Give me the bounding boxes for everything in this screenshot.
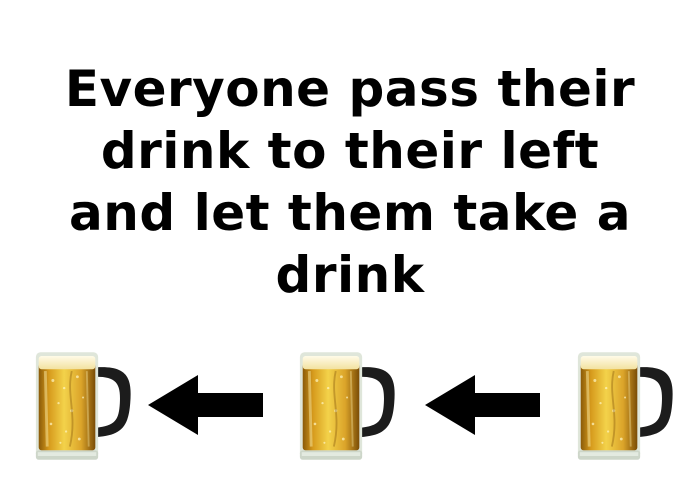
game-prompt-text: Everyone pass their drink to their left and let them take a drink — [64, 60, 636, 304]
beer-mug-icon — [298, 345, 398, 467]
beer-mug-icon — [576, 345, 676, 467]
beer-mug-icon — [34, 345, 134, 467]
left-arrow-icon — [425, 375, 540, 435]
left-arrow-icon — [148, 375, 263, 435]
pass-left-illustration — [0, 345, 700, 470]
